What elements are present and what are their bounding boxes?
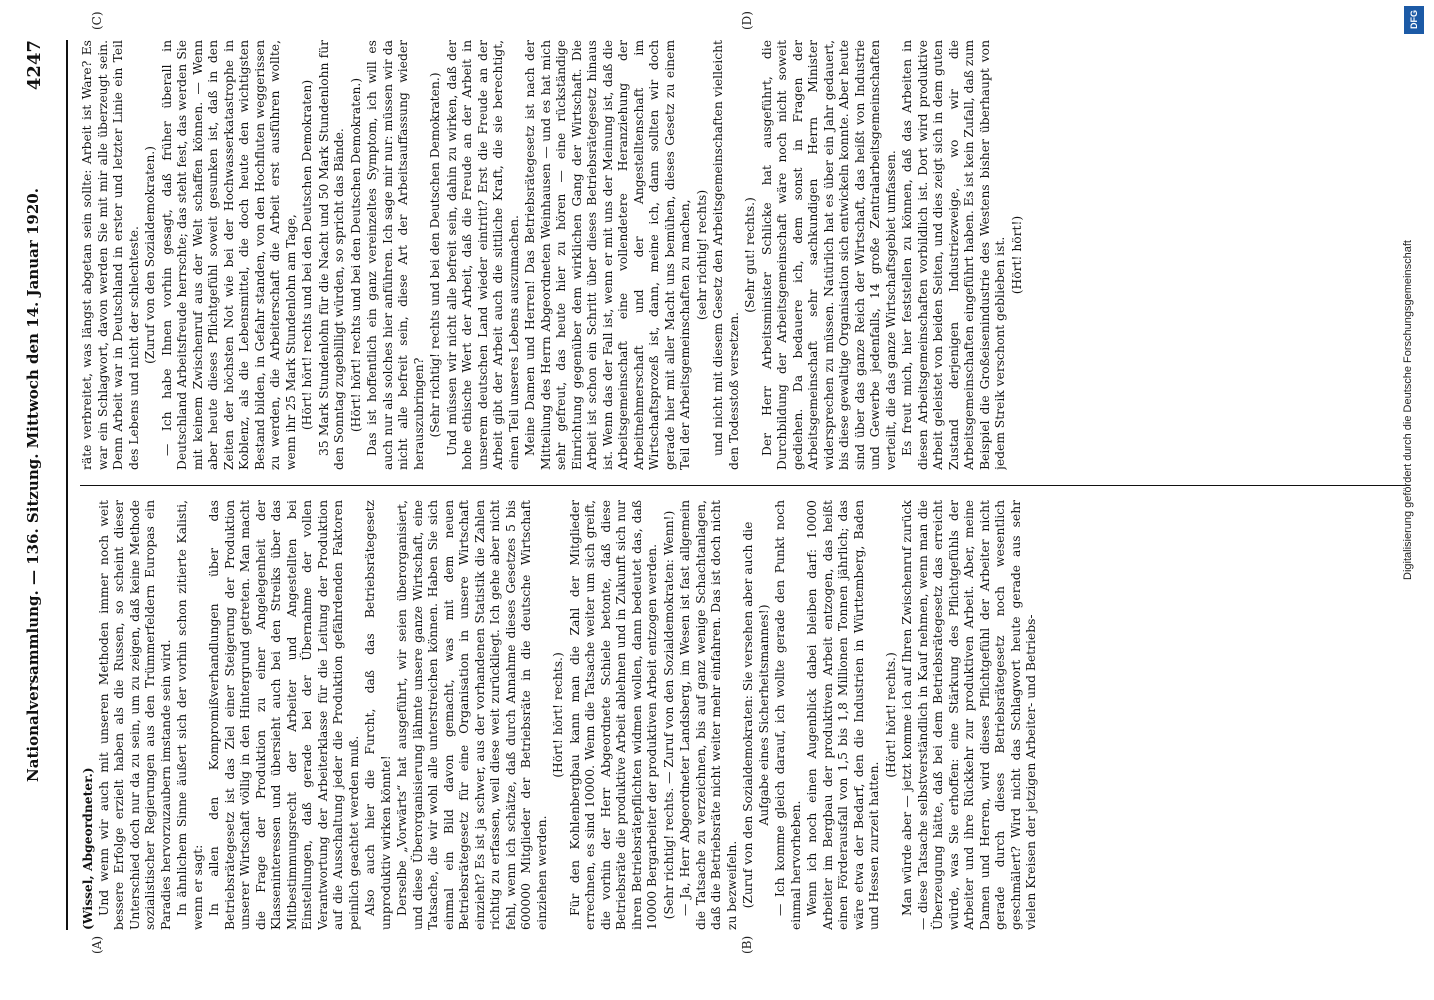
interjection: (Sehr richtig! rechts. — Zuruf von den Sozialdemokraten: Wenn!) (661, 510, 676, 920)
digitization-credit-strip (1394, 0, 1434, 1000)
paragraph: Meine Damen und Herren! Das Betriebsrätegesetz ist nach der Mitteilung des Herrn Abgeordneten Weinhausen — und es hat mich sehr gefreut, das heute hier zu hören — eine rückständige Einrichtung gegenüber dem wirklichen Gang der Wirtschaft. Die Arbeit ist schon ein Schritt über dieses Betriebsrätegesetz hinaus ist. Wenn das der Fall ist, wenn er mit uns der Meinung ist, daß die Arbeitsgemeinschaft eine vollendetere Heranziehung der Arbeitnehmerschaft und der Angestelltenschaft im Wirtschaftsprozeß ist, dann, meine ich, dann sollten wir doch gerade hier mit aller Macht uns bemühen, dieses Gesetz zu einem Teil der Arbeitsgemeinschaften zu machen, (523, 40, 692, 470)
paragraph: In ähnlichem Sinne äußert sich der vorhin schon zitierte Kalisti, wenn er sagt: (175, 500, 205, 930)
paragraph: Derselbe „Vorwärts“ hat ausgeführt, wir seien überorganisiert, und diese Überorganisierung lähmte unsere ganze Wirtschaft, eine Tatsache, die wir wohl alle unterstreichen können. Haben Sie sich einmal ein Bild davon gemacht, was mit dem neuen Betriebsrätegesetz für eine Organisation in unsere Wirtschaft einzieht? Es ist ja schwer, aus der vorhandenen Statistik die Zahlen richtig zu erfassen, weil diese weit zurückliegt. Ich gehe aber nicht fehl, wenn ich schätze, daß durch Annahme dieses Gesetzes 5 bis 600000 Mitglieder der Betriebsräte in die deutsche Wirtschaft einziehen werden. (395, 500, 549, 930)
dfg-logo-icon: DFG (1404, 6, 1424, 34)
paragraph: In allen den Kompromißverhandlungen über das Betriebsrätegesetz ist das Ziel einer Steigerung der Produktion unserer Wirtschaft völlig in den Hintergrund getreten. Man macht die Frage der Produktion zu einer Angelegenheit der Klasseninteressen und übersieht auch bei den Streiks über das Mitbestimmungsrecht der Arbeiter und Angestellten bei Einstellungen, daß gerade bei der Übernahme der vollen Verantwortung der Arbeiterklasse für die Leitung der Produktion auf die Ausschaltung jeder die Produktion gefährdenden Faktoren peinlich geachtet werden muß. (207, 500, 361, 930)
paragraph: — Ja, Herr Abgeordneter Landsberg, im Wesen ist fast allgemein die Tatsache zu verzeichnen, bis auf ganz wenige Schachtanlagen, daß die Betriebsräte nicht weiter mehr einfahren. Das ist doch nicht zu bezweifeln. (678, 500, 739, 930)
margin-marker-d: (D) (740, 11, 754, 30)
paragraph: Es freut mich, hier feststellen zu können, daß das Arbeiten in diesen Arbeitsgemeinschaften vorbildlich ist. Dort wird produktive Arbeit geleistet von beiden Seiten, und dies zeigt sich in dem guten Zustand derjenigen Industriezweige, wo wir die Arbeitsgemeinschaften eingeführt haben. Es ist kein Zufall, daß zum Beispiel die Großeisenindustrie des Westens bisher überhaupt von jedem Streik verschont geblieben ist. (900, 40, 1007, 470)
column-divider (80, 485, 1410, 486)
paragraph: Wenn ich noch einen Augenblick dabei bleiben darf: 10000 Arbeiter im Bergbau der produktiven Arbeit entzogen, das heißt einen Förderausfall von 1,5 bis 1,8 Millionen Tonnen jährlich; das wäre etwa der Bedarf, den die Industrien in Württemberg, Baden und Hessen zurzeit hatten. (805, 500, 881, 930)
interjection: (Hört! hört! rechts und bei den Deutschen Demokraten.) (348, 77, 363, 433)
paragraph: räte verbreitet, was längst abgetan sein sollte: Arbeit ist Ware? Es war ein Schlagwort, davon werden Sie mit mir alle überzeugt sein. Denn Arbeit war in Deutschland in erster und letzter Linie ein Teil des Lebens und nicht der schlechteste. (80, 40, 141, 470)
interjection: (Zuruf von den Sozialdemokraten: Sie versehen aber auch die Aufgabe eines Sicherheitsmannes!) (741, 521, 771, 909)
digitization-credit: Digitalisierung gefördert durch die Deutsche Forschungsgemeinschaft (1402, 240, 1414, 580)
paragraph: und nicht mit diesem Gesetz den Arbeitsgemeinschaften vielleicht den Todesstoß versetzen. (711, 40, 741, 470)
interjection: (Zuruf von den Sozialdemokraten.) (143, 146, 157, 364)
interjection: (Sehr gut! rechts.) (743, 197, 757, 313)
margin-marker-b: (B) (740, 935, 754, 954)
margin-marker-a: (A) (90, 935, 104, 954)
paragraph: Das ist hoffentlich ein ganz vereinzeltes Symptom, ich will es auch nur als solches hier anführen. Ich sage mir nur: müssen wir da nicht alle befreit sein, diese Art der Arbeitsauffassung wieder herauszubringen? (365, 40, 426, 470)
paragraph: Für den Kohlenbergbau kann man die Zahl der Mitglieder errechnen, es sind 10000. Wenn die Tatsache weiter um sich greift, die vorhin der Herr Abgeordnete Schiele betonte, daß diese Betriebsräte die produktive Arbeit ablehnen und in Zukunft sich nur ihren Betriebsrätepflichten widmen wollen, dann bedeutet das, daß 10000 Bergarbeiter der produktiven Arbeit entzogen werden. (567, 500, 659, 930)
paragraph: — Ich habe Ihnen vorhin gesagt, daß früher überall in Deutschland Arbeitsfreude herrschte; das steht fest, das werden Sie mit keinem Zwischenruf aus der Welt schaffen können. — Wenn aber heute dieses Pflichtgefühl soweit gesunken ist, daß in den Zeiten der höchsten Not wie bei der Hochwasserkatastrophe in Koblenz, als die Lebensmittel, die doch heute den wichtigsten Bestand bilden, in Gefahr standen, von den Hochfluten weggerissen zu werden, die Arbeiterschaft die Arbeit erst ausführen wollte, wenn ihr 25 Mark Stundenlohn am Tage, (159, 40, 298, 470)
left-text-column (80, 500, 1410, 930)
paragraph: Und wenn wir auch mit unseren Methoden immer noch weit bessere Erfolge erzielt haben als die Russen, so scheint dieser Unterschied doch nur da zu sein, um zu zeigen, daß keine Methode sozialistischer Regierungen aus den Trümmerfeldern Europas ein Paradies hervorzuzaubern imstande sein wird. (96, 500, 173, 930)
paragraph: Der Herr Arbeitsminister Schlicke hat ausgeführt, die Durchbildung der Arbeitsgemeinschaft wäre noch nicht soweit gediehen. Da bedauere ich, dem sonst in Fragen der Arbeitsgemeinschaft sehr sachkundigen Herrn Minister widersprechen zu müssen. Natürlich hat es über ein Jahr gedauert, bis diese gewaltige Organisation sich entwickeln konnte. Aber heute sind über das ganze Reich der Wirtschaft, das heißt von Industrie und Gewerbe jedenfalls, 14 große Zentralarbeitsgemeinschaften verteilt, die das ganze Wirtschaftsgebiet umfassen. (759, 40, 898, 470)
paragraph: Man würde aber — jetzt komme ich auf Ihren Zwischenruf zurück — diese Tatsache selbstverständlich in Kauf nehmen, wenn man die Überzeugung hätte, daß bei dem Betriebsrätegesetz das erreicht würde, was Sie erhoffen: eine Stärkung des Pflichtgefühls der Arbeiter und ihre Rückkehr zur produktiven Arbeit. Aber, meine Damen und Herren, wird dieses Pflichtgefühl der Arbeiter nicht gerade durch dieses Betriebsrätegesetz noch wesentlich geschmälert? Wird nicht das Schlagwort heute gerade aus sehr vielen Kreisen der jetzigen Arbeiter- und Betriebs- (900, 500, 1038, 930)
interjection: (Hört! hört! rechts.) (551, 652, 565, 778)
paragraph: — Ich komme gleich darauf, ich wollte gerade den Punkt noch einmal hervorheben. (773, 500, 803, 930)
interjection: (Sehr richtig! rechts und bei den Deutschen Demokraten.) (428, 72, 442, 438)
page-header-title: Nationalversammlung. — 136. Sitzung. Mittwoch den 14. Januar 1920. (24, 188, 42, 782)
speaker-tag: (Wissel, Abgeordneter.) (80, 767, 95, 930)
running-head (16, 40, 68, 930)
right-text-column (80, 40, 1410, 470)
margin-marker-c: (C) (90, 11, 104, 30)
interjection: (sehr richtig! rechts) (694, 189, 709, 321)
interjection: (Hört! hört!) (1009, 215, 1024, 295)
paragraph: 35 Mark Stundenlohn für die Nacht und 50 Mark Stundenlohn für den Sonntag zugebilligt würden, so spricht das Bände. (316, 40, 346, 470)
interjection: (Hört! hört! rechts und bei den Deutschen Demokraten) (300, 79, 314, 431)
paragraph: Also auch hier die Furcht, daß das Betriebsrätegesetz unproduktiv wirken könnte! (363, 500, 393, 930)
interjection: (Hört! hört! rechts.) (883, 652, 898, 778)
page-number: 4247 (24, 40, 45, 91)
paragraph: Und müssen wir nicht alle befreit sein, dahin zu wirken, daß der hohe ethische Wert der Arbeit, daß die Freude an der Arbeit in unserem deutschen Land wieder eintritt? Erst die Freude an der Arbeit gibt der Arbeit auch die sittliche Kraft, die sie berechtigt, einen Teil unseres Lebens auszumachen. (444, 40, 521, 470)
